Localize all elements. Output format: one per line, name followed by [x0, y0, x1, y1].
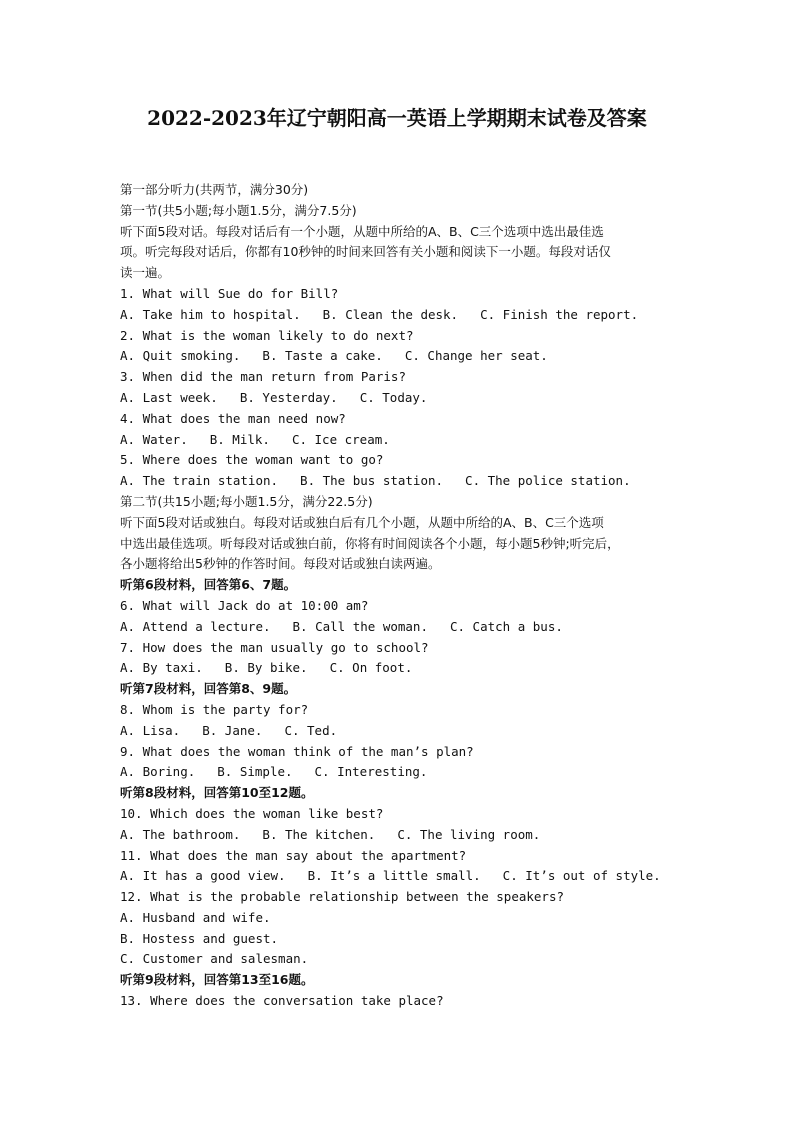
option: B. Call the woman.	[292, 618, 428, 634]
document-body	[120, 180, 680, 1012]
instruction-line: 中选出最佳选项。听每段对话或独白前，你将有时间阅读各个小题，每小题5秒钟;听完后，	[120, 535, 620, 551]
option: B. Simple.	[217, 764, 293, 780]
option: C. Change her seat.	[404, 348, 548, 364]
option: B. By bike.	[224, 660, 308, 676]
page-title: 2022-2023年辽宁朝阳高一英语上学期期末试卷及答案	[147, 106, 647, 130]
question: 3. When did the man return from Paris?	[120, 369, 406, 385]
option: A. By taxi.	[120, 660, 203, 676]
material-heading: 听第7段材料，回答第8、9题。	[120, 681, 297, 697]
option: B. Yesterday.	[239, 389, 338, 405]
option: C. Ted.	[284, 722, 338, 738]
option: A. Quit smoking.	[120, 348, 241, 364]
option: B. Jane.	[202, 722, 263, 738]
option: C. On foot.	[329, 660, 413, 676]
option: A. Attend a lecture.	[120, 618, 271, 634]
section-instructions	[120, 222, 680, 284]
question-options	[120, 346, 680, 367]
instruction-line: 项。听完每段对话后，你都有10秒钟的时间来回答有关小题和阅读下一小题。每段对话仅	[120, 244, 611, 260]
question-options	[120, 721, 680, 742]
option: A. Last week.	[120, 389, 218, 405]
option: C. Interesting.	[314, 764, 428, 780]
question: 10. Which does the woman like best?	[120, 805, 384, 821]
section-instructions	[120, 513, 680, 575]
option: C. The police station.	[465, 473, 631, 489]
question: 8. Whom is the party for?	[120, 701, 309, 717]
question-options	[120, 825, 680, 846]
instruction-line: 读一遍。	[120, 265, 171, 281]
option: C. Ice cream.	[291, 431, 390, 447]
option: B. The kitchen.	[262, 826, 376, 842]
question-options	[120, 762, 680, 783]
option: A. Husband and wife.	[120, 909, 271, 925]
option: B. Hostess and guest.	[120, 930, 279, 946]
material-heading: 听第9段材料，回答第13至16题。	[120, 972, 314, 988]
option: C. Today.	[359, 389, 428, 405]
question: 2. What is the woman likely to do next?	[120, 327, 414, 343]
question: 4. What does the man need now?	[120, 410, 346, 426]
option: B. Taste a cake.	[262, 348, 383, 364]
section-heading: 第二节(共15小题;每小题1.5分，满分22.5分)	[120, 493, 373, 509]
question: 5. Where does the woman want to go?	[120, 452, 384, 468]
question-options	[120, 617, 680, 638]
material-heading: 听第8段材料，回答第10至12题。	[120, 785, 314, 801]
option: B. Milk.	[209, 431, 270, 447]
option: A. Boring.	[120, 764, 196, 780]
option: A. It has a good view.	[120, 868, 286, 884]
instruction-line: 听下面5段对话。每段对话后有一个小题，从题中所给的A、B、C三个选项中选出最佳选	[120, 223, 604, 239]
instruction-line: 各小题将给出5秒钟的作答时间。每段对话或独白读两遍。	[120, 556, 441, 572]
option: C. It’s out of style.	[502, 868, 661, 884]
question: 11. What does the man say about the apartment?	[120, 847, 467, 863]
question-options	[120, 430, 680, 451]
part-heading: 第一部分听力(共两节，满分30分)	[120, 182, 309, 197]
question-options	[120, 866, 680, 887]
question: 13. Where does the conversation take place?	[120, 993, 444, 1009]
question: 6. What will Jack do at 10:00 am?	[120, 597, 369, 613]
option: A. Take him to hospital.	[120, 306, 301, 322]
option: A. Lisa.	[120, 722, 181, 738]
option: B. Clean the desk.	[322, 306, 459, 322]
question-options	[120, 471, 680, 492]
option: B. It’s a little small.	[307, 868, 481, 884]
section-heading: 第一节(共5小题;每小题1.5分，满分7.5分)	[120, 202, 357, 218]
option: C. Finish the report.	[480, 306, 639, 322]
option: A. Water.	[120, 431, 188, 447]
option: A. The train station.	[120, 473, 279, 489]
option: C. Catch a bus.	[449, 618, 563, 634]
option: A. The bathroom.	[120, 826, 241, 842]
instruction-line: 听下面5段对话或独白。每段对话或独白后有几个小题，从题中所给的A、B、C三个选项	[120, 514, 604, 530]
question: 1. What will Sue do for Bill?	[120, 285, 339, 301]
question-options	[120, 388, 680, 409]
question: 12. What is the probable relationship between the speakers?	[120, 889, 565, 905]
option: C. The living room.	[397, 826, 541, 842]
question-options	[120, 658, 680, 679]
option: B. The bus station.	[300, 473, 444, 489]
question: 7. How does the man usually go to school?	[120, 639, 429, 655]
option: C. Customer and salesman.	[120, 951, 309, 967]
question-options	[120, 305, 680, 326]
question: 9. What does the woman think of the man’s plan?	[120, 743, 474, 759]
material-heading: 听第6段材料，回答第6、7题。	[120, 577, 297, 593]
